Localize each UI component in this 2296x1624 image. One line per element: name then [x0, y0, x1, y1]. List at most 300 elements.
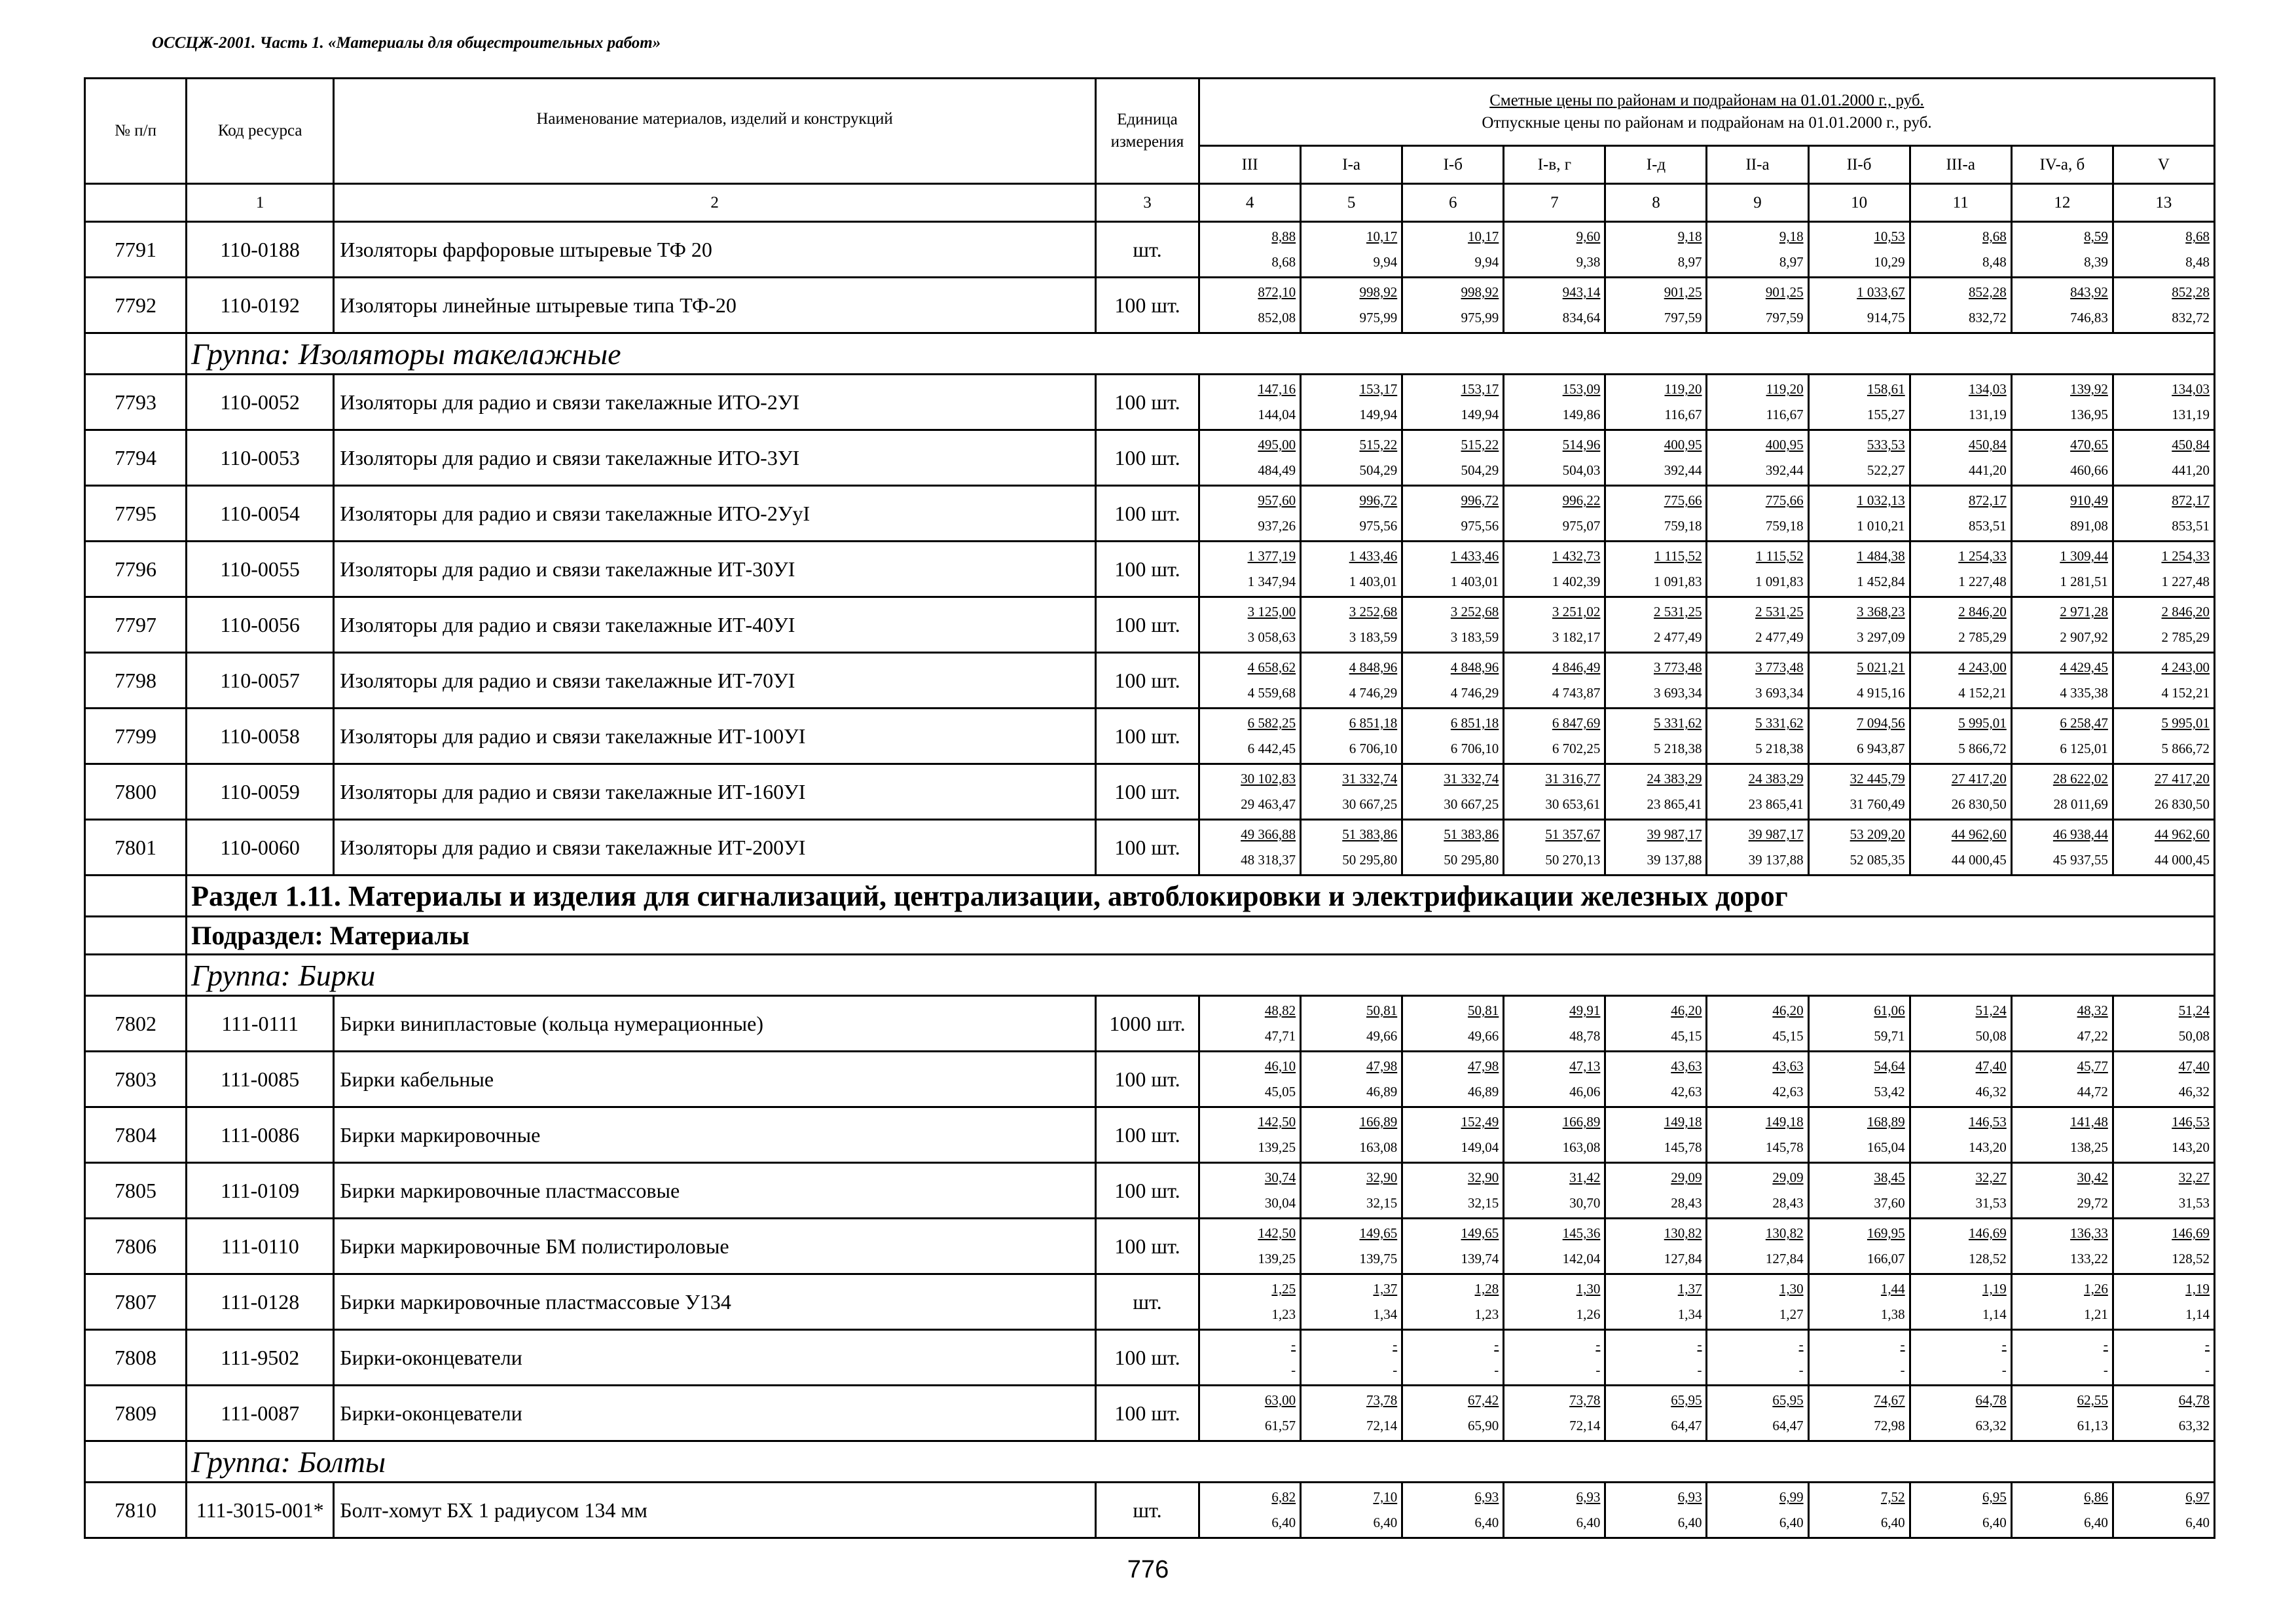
wholesale-price: - [1900, 1362, 1905, 1378]
estimated-price: 46 938,44 [2052, 826, 2108, 843]
price-cell [1301, 1219, 1402, 1274]
estimated-price: 1 433,46 [1450, 548, 1499, 564]
unit-of-measure: 100 шт. [1095, 542, 1199, 597]
price-cell [2011, 486, 2113, 542]
price-cell [2011, 764, 2113, 820]
estimated-price: 65,95 [1671, 1392, 1702, 1409]
estimated-price: 149,65 [1359, 1225, 1398, 1242]
header-name: Наименование материалов, изделий и конструкций [334, 79, 1096, 184]
price-cell [1808, 222, 1910, 278]
wholesale-price: 29 463,47 [1241, 796, 1296, 812]
wholesale-price: - [1393, 1362, 1398, 1378]
estimated-price: 9,18 [1779, 229, 1804, 245]
price-cell [1910, 375, 2011, 430]
estimated-price: 168,89 [1867, 1114, 1905, 1130]
item-number: 7802 [85, 996, 187, 1052]
estimated-price: 47,98 [1366, 1058, 1398, 1075]
wholesale-price: 392,44 [1664, 462, 1702, 478]
empty-num-cell [85, 1441, 187, 1483]
wholesale-price: 149,86 [1562, 407, 1601, 422]
estimated-price: 146,53 [2172, 1114, 2210, 1130]
price-cell [2113, 486, 2214, 542]
subsection-title: Подраздел: Материалы [187, 917, 2215, 955]
header-prices-estimated: Сметные цены по районам и подрайонам на 01.01.2000 г., руб. [1489, 92, 1924, 110]
estimated-price: - [1595, 1337, 1601, 1353]
price-cell [2011, 1163, 2113, 1219]
estimated-price: 166,89 [1562, 1114, 1601, 1130]
estimated-price: 5 995,01 [1958, 715, 2007, 731]
estimated-price: 24 383,29 [1647, 771, 1702, 787]
wholesale-price: 1,23 [1271, 1306, 1296, 1322]
price-cell [1605, 430, 1707, 486]
item-number: 7794 [85, 430, 187, 486]
price-cell [1707, 486, 1808, 542]
column-number: 5 [1301, 184, 1402, 222]
estimated-price: 63,00 [1264, 1392, 1296, 1409]
resource-code: 111-0085 [187, 1052, 334, 1107]
wholesale-price: 47,71 [1264, 1028, 1296, 1044]
estimated-price: 852,28 [1969, 284, 2007, 301]
price-cell [1808, 486, 1910, 542]
estimated-price: 4 429,45 [2060, 659, 2108, 676]
estimated-price: 1,37 [1677, 1281, 1702, 1297]
wholesale-price: 4 559,68 [1247, 685, 1296, 701]
estimated-price: 2 531,25 [1653, 604, 1702, 620]
estimated-price: 53 209,20 [1850, 826, 1905, 843]
price-cell [1199, 820, 1301, 876]
column-number [85, 184, 187, 222]
wholesale-price: 46,89 [1468, 1084, 1499, 1099]
estimated-price: 996,72 [1359, 492, 1398, 509]
price-cell [1707, 1107, 1808, 1163]
estimated-price: 4 243,00 [2161, 659, 2210, 676]
material-name: Болт-хомут БХ 1 радиусом 134 мм [334, 1483, 1096, 1538]
estimated-price: 1 032,13 [1857, 492, 1905, 509]
material-name: Изоляторы для радио и связи такелажные ИТ-30УI [334, 542, 1096, 597]
estimated-price: 28 622,02 [2052, 771, 2108, 787]
wholesale-price: 45,15 [1671, 1028, 1702, 1044]
item-number: 7799 [85, 709, 187, 764]
estimated-price: 153,09 [1562, 381, 1601, 397]
item-number: 7791 [85, 222, 187, 278]
wholesale-price: 10,29 [1874, 254, 1905, 270]
estimated-price: 44 962,60 [2155, 826, 2210, 843]
price-cell [2113, 430, 2214, 486]
estimated-price: 872,17 [1969, 492, 2007, 509]
wholesale-price: 1,23 [1474, 1306, 1499, 1322]
estimated-price: 146,69 [2172, 1225, 2210, 1242]
wholesale-price: 8,39 [2084, 254, 2108, 270]
column-number-row [85, 184, 2215, 222]
wholesale-price: 1,26 [1576, 1306, 1601, 1322]
empty-num-cell [85, 333, 187, 375]
wholesale-price: 8,48 [2185, 254, 2210, 270]
wholesale-price: 72,98 [1874, 1418, 1905, 1433]
estimated-price: 852,28 [2172, 284, 2210, 301]
price-cell [1707, 764, 1808, 820]
item-number: 7806 [85, 1219, 187, 1274]
price-cell [1402, 1052, 1504, 1107]
estimated-price: 2 971,28 [2060, 604, 2108, 620]
wholesale-price: 116,67 [1766, 407, 1804, 422]
item-number: 7803 [85, 1052, 187, 1107]
header-code: Код ресурса [187, 79, 334, 184]
table-row [85, 486, 2215, 542]
price-cell [1605, 1330, 1707, 1386]
material-name: Бирки кабельные [334, 1052, 1096, 1107]
unit-of-measure: 100 шт. [1095, 1330, 1199, 1386]
estimated-price: 1 254,33 [2161, 548, 2210, 564]
estimated-price: 6 258,47 [2060, 715, 2108, 731]
wholesale-price: 6,40 [1474, 1515, 1499, 1530]
subsection-row [85, 917, 2215, 955]
price-cell [1707, 278, 1808, 333]
estimated-price: 1,19 [1982, 1281, 2007, 1297]
wholesale-price: - [2205, 1362, 2210, 1378]
price-cell [2113, 1386, 2214, 1441]
estimated-price: 142,50 [1258, 1225, 1296, 1242]
unit-of-measure: 100 шт. [1095, 1163, 1199, 1219]
price-cell [1707, 1163, 1808, 1219]
estimated-price: 901,25 [1765, 284, 1804, 301]
price-cell [1402, 1483, 1504, 1538]
price-cell [2113, 996, 2214, 1052]
estimated-price: 169,95 [1867, 1225, 1905, 1242]
wholesale-price: 49,66 [1468, 1028, 1499, 1044]
estimated-price: 30,42 [2077, 1170, 2108, 1186]
region-header: I-в, г [1504, 146, 1605, 184]
wholesale-price: - [1291, 1362, 1296, 1378]
estimated-price: 8,68 [2185, 229, 2210, 245]
resource-code: 111-0087 [187, 1386, 334, 1441]
wholesale-price: 26 830,50 [2155, 796, 2210, 812]
estimated-price: 6,93 [1474, 1489, 1499, 1505]
estimated-price: 3 773,48 [1755, 659, 1804, 676]
price-cell [1605, 764, 1707, 820]
price-cell [1402, 1163, 1504, 1219]
price-cell [1910, 709, 2011, 764]
estimated-price: 901,25 [1664, 284, 1702, 301]
wholesale-price: 6,40 [1373, 1515, 1398, 1530]
wholesale-price: 8,97 [1779, 254, 1804, 270]
wholesale-price: 46,32 [1975, 1084, 2007, 1099]
price-cell [1402, 996, 1504, 1052]
price-cell [1707, 222, 1808, 278]
table-row [85, 278, 2215, 333]
estimated-price: 872,10 [1258, 284, 1296, 301]
price-cell [2011, 375, 2113, 430]
estimated-price: 48,32 [2077, 1003, 2108, 1019]
wholesale-price: 3 183,59 [1450, 629, 1499, 645]
estimated-price: 61,06 [1874, 1003, 1905, 1019]
wholesale-price: 5 218,38 [1755, 741, 1804, 756]
wholesale-price: 834,64 [1562, 310, 1601, 325]
region-header: IV-а, б [2011, 146, 2113, 184]
item-number: 7800 [85, 764, 187, 820]
price-cell [1402, 709, 1504, 764]
price-cell [1504, 764, 1605, 820]
resource-code: 111-0111 [187, 996, 334, 1052]
price-cell [1808, 542, 1910, 597]
price-cell [1504, 375, 1605, 430]
price-cell [1504, 1163, 1605, 1219]
estimated-price: 130,82 [1765, 1225, 1804, 1242]
estimated-price: 6,86 [2084, 1489, 2108, 1505]
wholesale-price: 504,29 [1359, 462, 1398, 478]
item-number: 7804 [85, 1107, 187, 1163]
wholesale-price: 797,59 [1765, 310, 1804, 325]
wholesale-price: 31,53 [2178, 1195, 2210, 1211]
estimated-price: 24 383,29 [1748, 771, 1804, 787]
table-row [85, 1219, 2215, 1274]
wholesale-price: 48,78 [1569, 1028, 1601, 1044]
wholesale-price: 65,90 [1468, 1418, 1499, 1433]
header-prices [1199, 79, 2215, 146]
price-cell [1808, 996, 1910, 1052]
column-number: 3 [1095, 184, 1199, 222]
page-header: ОССЦЖ-2001. Часть 1. «Материалы для общестроительных работ» [152, 34, 661, 52]
item-number: 7808 [85, 1330, 187, 1386]
price-cell [2113, 1052, 2214, 1107]
wholesale-price: 29,72 [2077, 1195, 2108, 1211]
price-cell [2011, 1052, 2113, 1107]
estimated-price: 45,77 [2077, 1058, 2108, 1075]
wholesale-price: 1,14 [1982, 1306, 2007, 1322]
estimated-price: 74,67 [1874, 1392, 1905, 1409]
unit-of-measure: 100 шт. [1095, 820, 1199, 876]
price-cell [1910, 486, 2011, 542]
estimated-price: 134,03 [2172, 381, 2210, 397]
price-cell [2113, 1274, 2214, 1330]
wholesale-price: 4 152,21 [1958, 685, 2007, 701]
resource-code: 110-0188 [187, 222, 334, 278]
estimated-price: 50,81 [1366, 1003, 1398, 1019]
price-cell [1199, 1107, 1301, 1163]
estimated-price: 32,90 [1468, 1170, 1499, 1186]
estimated-price: 1,28 [1474, 1281, 1499, 1297]
price-cell [1707, 1274, 1808, 1330]
unit-of-measure: шт. [1095, 1274, 1199, 1330]
price-cell [1504, 996, 1605, 1052]
estimated-price: 1 432,73 [1552, 548, 1601, 564]
table-row [85, 1052, 2215, 1107]
estimated-price: - [2103, 1337, 2108, 1353]
table-row [85, 542, 2215, 597]
estimated-price: 8,59 [2084, 229, 2108, 245]
wholesale-price: 891,08 [2070, 518, 2108, 534]
wholesale-price: 9,94 [1474, 254, 1499, 270]
wholesale-price: 6 442,45 [1247, 741, 1296, 756]
estimated-price: 29,09 [1772, 1170, 1804, 1186]
wholesale-price: 116,67 [1664, 407, 1702, 422]
wholesale-price: 143,20 [1969, 1139, 2007, 1155]
group-row [85, 1441, 2215, 1483]
wholesale-price: 6 706,10 [1450, 741, 1499, 756]
wholesale-price: 30 667,25 [1444, 796, 1499, 812]
price-cell [1910, 222, 2011, 278]
wholesale-price: - [1697, 1362, 1702, 1378]
wholesale-price: 30,04 [1264, 1195, 1296, 1211]
price-cell [1504, 486, 1605, 542]
estimated-price: 32,27 [2178, 1170, 2210, 1186]
price-cell [1402, 764, 1504, 820]
price-cell [1402, 1219, 1504, 1274]
price-cell [1199, 375, 1301, 430]
price-cell [1707, 597, 1808, 653]
wholesale-price: 1 091,83 [1653, 574, 1702, 589]
price-cell [1707, 653, 1808, 709]
wholesale-price: 28,43 [1671, 1195, 1702, 1211]
price-cell [1199, 996, 1301, 1052]
wholesale-price: 975,56 [1359, 518, 1398, 534]
estimated-price: 31 316,77 [1545, 771, 1601, 787]
material-name: Изоляторы для радио и связи такелажные ИТ-100УI [334, 709, 1096, 764]
wholesale-price: 1 403,01 [1450, 574, 1499, 589]
wholesale-price: - [1595, 1362, 1601, 1378]
price-cell [1910, 430, 2011, 486]
region-header: I-д [1605, 146, 1707, 184]
estimated-price: 65,95 [1772, 1392, 1804, 1409]
price-cell [1910, 1386, 2011, 1441]
unit-of-measure: шт. [1095, 222, 1199, 278]
estimated-price: 51 383,86 [1342, 826, 1398, 843]
price-cell [1808, 764, 1910, 820]
wholesale-price: 46,89 [1366, 1084, 1398, 1099]
estimated-price: 158,61 [1867, 381, 1905, 397]
estimated-price: 8,88 [1271, 229, 1296, 245]
wholesale-price: 3 297,09 [1857, 629, 1905, 645]
price-cell [2011, 278, 2113, 333]
price-cell [1301, 1386, 1402, 1441]
table-row [85, 709, 2215, 764]
material-name: Изоляторы для радио и связи такелажные ИТО-2УуI [334, 486, 1096, 542]
wholesale-price: 145,78 [1664, 1139, 1702, 1155]
wholesale-price: 504,03 [1562, 462, 1601, 478]
empty-num-cell [85, 955, 187, 996]
resource-code: 111-0128 [187, 1274, 334, 1330]
unit-of-measure: 100 шт. [1095, 1219, 1199, 1274]
estimated-price: 533,53 [1867, 437, 1905, 453]
wholesale-price: 28 011,69 [2053, 796, 2108, 812]
price-cell [1301, 709, 1402, 764]
price-cell [1605, 653, 1707, 709]
estimated-price: 1 377,19 [1247, 548, 1296, 564]
estimated-price: 6,93 [1576, 1489, 1601, 1505]
wholesale-price: 2 477,49 [1653, 629, 1702, 645]
price-cell [1605, 1386, 1707, 1441]
estimated-price: 49 366,88 [1241, 826, 1296, 843]
wholesale-price: 142,04 [1562, 1251, 1601, 1266]
price-cell [1402, 820, 1504, 876]
estimated-price: 7,10 [1373, 1489, 1398, 1505]
wholesale-price: 441,20 [1969, 462, 2007, 478]
table-header [85, 79, 2215, 222]
wholesale-price: 127,84 [1765, 1251, 1804, 1266]
price-cell [1199, 597, 1301, 653]
resource-code: 110-0057 [187, 653, 334, 709]
price-cell [1301, 1163, 1402, 1219]
table-row [85, 1483, 2215, 1538]
price-cell [1402, 1274, 1504, 1330]
price-cell [1707, 542, 1808, 597]
wholesale-price: 392,44 [1765, 462, 1804, 478]
estimated-price: 119,20 [1664, 381, 1702, 397]
wholesale-price: 1,34 [1677, 1306, 1702, 1322]
region-header: III [1199, 146, 1301, 184]
wholesale-price: 63,32 [2178, 1418, 2210, 1433]
estimated-price: 775,66 [1664, 492, 1702, 509]
price-cell [1605, 375, 1707, 430]
wholesale-price: 6,40 [1271, 1515, 1296, 1530]
estimated-price: 3 368,23 [1857, 604, 1905, 620]
price-cell [2113, 375, 2214, 430]
estimated-price: - [1291, 1337, 1296, 1353]
price-cell [1808, 1107, 1910, 1163]
table-row [85, 764, 2215, 820]
wholesale-price: 138,25 [2070, 1139, 2108, 1155]
price-cell [2011, 1274, 2113, 1330]
wholesale-price: 746,83 [2070, 310, 2108, 325]
estimated-price: 30 102,83 [1241, 771, 1296, 787]
wholesale-price: 23 865,41 [1647, 796, 1702, 812]
estimated-price: 43,63 [1772, 1058, 1804, 1075]
wholesale-price: 72,14 [1366, 1418, 1398, 1433]
price-cell [1707, 820, 1808, 876]
wholesale-price: 52 085,35 [1850, 852, 1905, 868]
wholesale-price: 6,40 [1779, 1515, 1804, 1530]
column-number: 9 [1707, 184, 1808, 222]
price-cell [1301, 222, 1402, 278]
estimated-price: 9,60 [1576, 229, 1601, 245]
material-name: Изоляторы для радио и связи такелажные ИТО-3УI [334, 430, 1096, 486]
price-cell [1910, 1107, 2011, 1163]
estimated-price: 10,17 [1468, 229, 1499, 245]
unit-of-measure: 100 шт. [1095, 1052, 1199, 1107]
price-cell [1402, 222, 1504, 278]
wholesale-price: 30 667,25 [1342, 796, 1398, 812]
header-prices-wholesale: Отпускные цены по районам и подрайонам на 01.01.2000 г., руб. [1482, 114, 1932, 132]
item-number: 7809 [85, 1386, 187, 1441]
wholesale-price: 1,14 [2185, 1306, 2210, 1322]
wholesale-price: 131,19 [2172, 407, 2210, 422]
table-row [85, 597, 2215, 653]
wholesale-price: 46,06 [1569, 1084, 1601, 1099]
estimated-price: 48,82 [1264, 1003, 1296, 1019]
price-cell [1504, 1386, 1605, 1441]
estimated-price: - [1393, 1337, 1398, 1353]
price-cell [2113, 1330, 2214, 1386]
wholesale-price: 139,25 [1258, 1251, 1296, 1266]
estimated-price: 3 252,68 [1349, 604, 1398, 620]
wholesale-price: 37,60 [1874, 1195, 1905, 1211]
estimated-price: 1,37 [1373, 1281, 1398, 1297]
column-number: 12 [2011, 184, 2113, 222]
price-cell [1402, 430, 1504, 486]
estimated-price: 6 851,18 [1349, 715, 1398, 731]
price-cell [1199, 1052, 1301, 1107]
wholesale-price: 139,25 [1258, 1139, 1296, 1155]
wholesale-price: 50 270,13 [1545, 852, 1601, 868]
material-name: Бирки маркировочные пластмассовые [334, 1163, 1096, 1219]
group-title: Группа: Изоляторы такелажные [187, 333, 2215, 375]
price-cell [1808, 1163, 1910, 1219]
estimated-price: 152,49 [1461, 1114, 1499, 1130]
price-table [84, 77, 2215, 1539]
estimated-price: 4 846,49 [1552, 659, 1601, 676]
wholesale-price: 1,21 [2084, 1306, 2108, 1322]
wholesale-price: 1 452,84 [1857, 574, 1905, 589]
price-cell [1910, 764, 2011, 820]
